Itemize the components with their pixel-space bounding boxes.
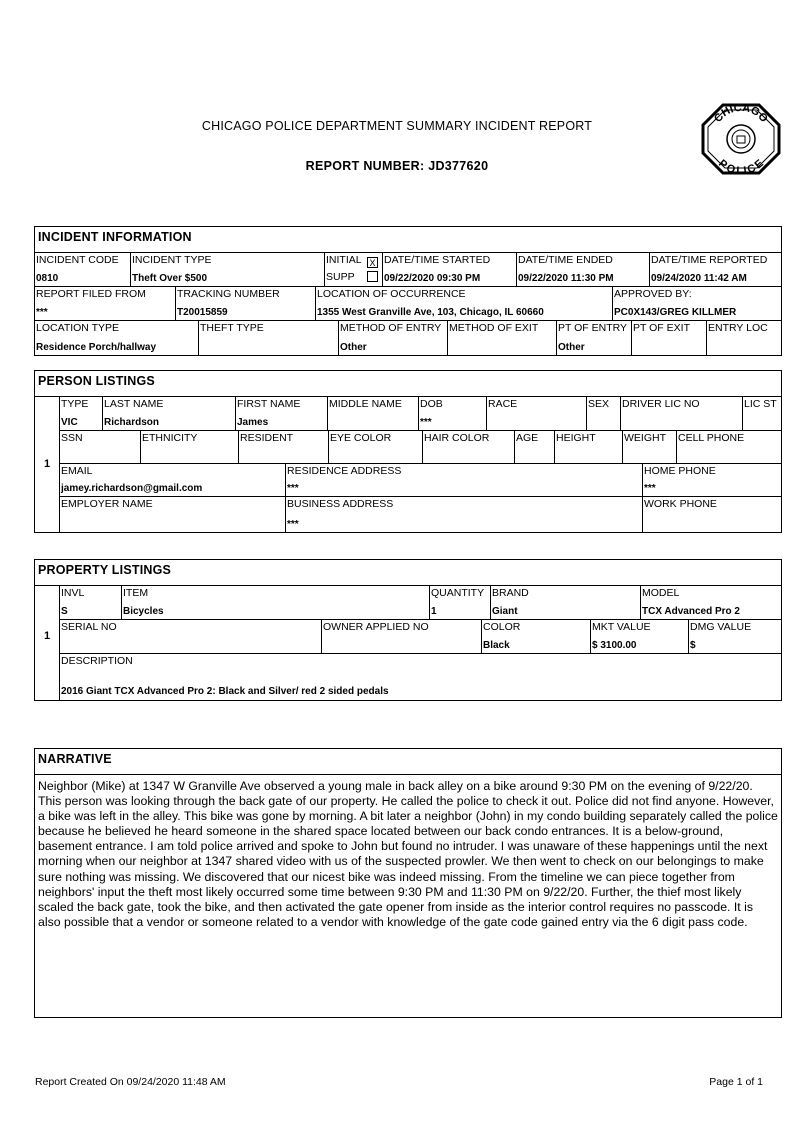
employer-name-field: EMPLOYER NAME <box>61 498 153 510</box>
person-index: 1 <box>43 458 51 470</box>
item-field: ITEM Bicycles <box>121 586 429 619</box>
svg-text:POLICE: POLICE <box>716 157 766 175</box>
height-field: HEIGHT <box>554 431 622 463</box>
section-heading: PROPERTY LISTINGS <box>35 560 781 586</box>
report-created-timestamp: Report Created On 09/24/2020 11:48 AM <box>35 1076 226 1088</box>
approved-by-field: APPROVED BY: PC0X143/GREG KILLMER <box>612 287 781 320</box>
invl-field: INVL S <box>61 587 85 617</box>
model-field: MODEL TCX Advanced Pro 2 <box>640 586 781 619</box>
lic-st-field: LIC ST <box>742 397 781 430</box>
initial-checkbox: X <box>367 257 378 268</box>
person-listings-section <box>34 370 782 533</box>
serial-no-field: SERIAL NO <box>61 621 117 633</box>
report-filed-from-field: REPORT FILED FROM *** <box>36 288 146 318</box>
supp-checkbox <box>367 271 378 282</box>
section-heading: PERSON LISTINGS <box>35 371 781 397</box>
age-field: AGE <box>514 431 554 463</box>
type-field: TYPE VIC <box>61 398 89 428</box>
pt-of-exit-field: PT OF EXIT <box>631 321 706 355</box>
method-of-entry-field: METHOD OF ENTRY Other <box>338 321 447 355</box>
incident-type-field: INCIDENT TYPE Theft Over $500 <box>130 253 324 286</box>
weight-field: WEIGHT <box>622 431 676 463</box>
method-of-exit-field: METHOD OF EXIT <box>447 321 556 355</box>
brand-field: BRAND Giant <box>490 586 640 619</box>
entry-loc-field: ENTRY LOC <box>706 321 781 355</box>
ethnicity-field: ETHNICITY <box>140 431 238 463</box>
page-number: Page 1 of 1 <box>709 1076 763 1088</box>
svg-text:CHICAGO: CHICAGO <box>712 103 770 125</box>
theft-type-field: THEFT TYPE <box>198 321 338 355</box>
residence-address-field: RESIDENCE ADDRESS *** <box>285 464 642 496</box>
narrative-text: Neighbor (Mike) at 1347 W Granville Ave observed a young male in back alley on a bike around 9:30 PM on the evening of 9/22/20. This person was looking through the back gate of our property. He called the police to check it out. Police did not find anyone. However, a bike was left in the alley. This bike was gone by morning. A bit later a neighbor (John) in my condo building separately called the police because he believed he heard someone in the shared space located between our back condo entrances. It is a below-ground, basement entrance. I am told police arrived and spoke to John but found no intruder. I was unaware of these happenings until the next morning when our neighbor at 1347 shared video with us of the suspected prowler. We then went to check on our belongings to make sure nothing was missing. We discovered that our nicest bike was indeed missing. From the timeline we can piece together from neighbors' input the theft most likely occurred some time between 9:30 PM and 11:30 PM on 9/22/20. Further, the thief most likely scaled the back gate, took the bike, and then activated the gate opener from inside as the interior control requires no passcode. It is also possible that a vendor or someone related to a vendor with knowledge of the gate code gained entry via the 6 digit pass code. <box>38 779 778 929</box>
middle-name-field: MIDDLE NAME <box>327 397 418 430</box>
quantity-field: QUANTITY 1 <box>429 586 490 619</box>
business-address-field: BUSINESS ADDRESS *** <box>285 497 642 532</box>
incident-information-section <box>34 226 782 356</box>
work-phone-field: WORK PHONE <box>642 497 781 532</box>
sex-field: SEX <box>586 397 620 430</box>
email-field: EMAIL jamey.richardson@gmail.com <box>61 465 203 494</box>
last-name-field: LAST NAME Richardson <box>102 397 235 430</box>
incident-code-field: INCIDENT CODE 0810 <box>36 254 119 284</box>
dob-field: DOB *** <box>418 397 486 430</box>
section-heading: INCIDENT INFORMATION <box>35 227 781 253</box>
driver-lic-field: DRIVER LIC NO <box>620 397 742 430</box>
narrative-section <box>34 748 782 1018</box>
home-phone-field: HOME PHONE *** <box>642 464 781 496</box>
hair-color-field: HAIR COLOR <box>422 431 514 463</box>
race-field: RACE <box>486 397 586 430</box>
date-reported-field: DATE/TIME REPORTED 09/24/2020 11:42 AM <box>649 253 781 286</box>
section-heading: NARRATIVE <box>35 749 781 775</box>
location-type-field: LOCATION TYPE Residence Porch/hallway <box>36 322 157 353</box>
resident-field: RESIDENT <box>238 431 328 463</box>
description-field: DESCRIPTION 2016 Giant TCX Advanced Pro 2: Black and Silver/ red 2 sided pedals <box>61 655 389 697</box>
date-started-field: DATE/TIME STARTED 09/22/2020 09:30 PM <box>382 253 516 286</box>
color-field: COLOR Black <box>481 620 590 653</box>
first-name-field: FIRST NAME James <box>235 397 327 430</box>
tracking-number-field: TRACKING NUMBER T20015859 <box>175 287 315 320</box>
owner-applied-no-field: OWNER APPLIED NO <box>321 620 481 653</box>
dmg-value-field: DMG VALUE $ <box>688 620 781 653</box>
property-index: 1 <box>43 630 51 642</box>
eye-color-field: EYE COLOR <box>328 431 422 463</box>
date-ended-field: DATE/TIME ENDED 09/22/2020 11:30 PM <box>516 253 649 286</box>
ssn-field: SSN <box>61 432 83 444</box>
location-of-occurrence-field: LOCATION OF OCCURRENCE 1355 West Granville Ave, 103, Chicago, IL 60660 <box>315 287 612 320</box>
property-listings-section <box>34 559 782 701</box>
report-number: REPORT NUMBER: JD377620 <box>305 159 489 173</box>
cell-phone-field: CELL PHONE <box>676 431 781 463</box>
mkt-value-field: MKT VALUE $ 3100.00 <box>590 620 688 653</box>
initial-supp-field: INITIAL SUPP X <box>324 253 382 286</box>
pt-of-entry-field: PT OF ENTRY Other <box>556 321 631 355</box>
report-title: CHICAGO POLICE DEPARTMENT SUMMARY INCIDENT REPORT <box>201 119 593 133</box>
police-seal-logo <box>701 103 781 175</box>
